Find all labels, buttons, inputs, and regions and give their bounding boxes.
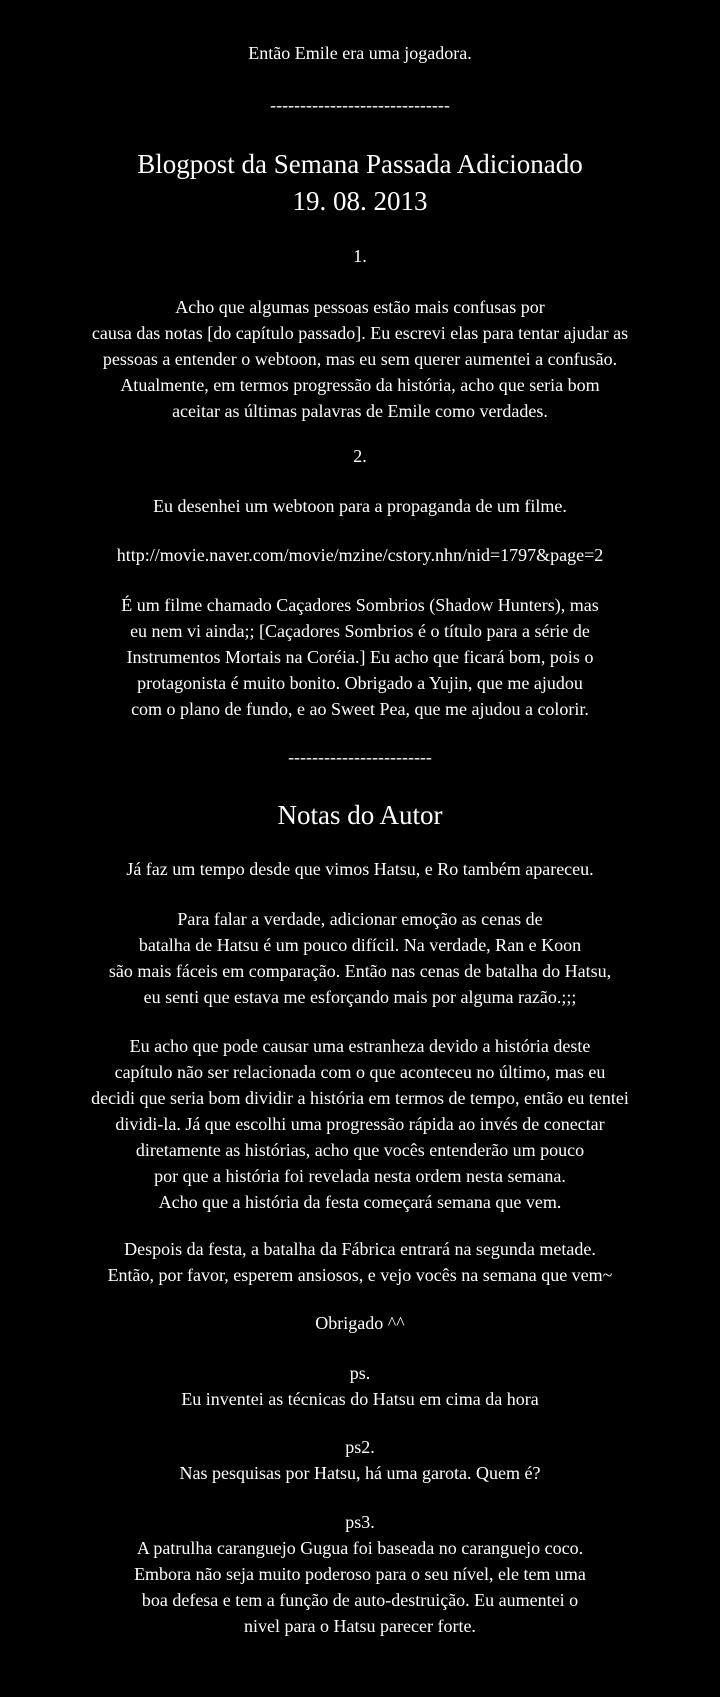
intro-line: Então Emile era uma jogadora. [248,43,472,63]
ps3-label: ps3. [345,1512,375,1532]
item1-line: Atualmente, em termos progressão da história, acho que seria bom [120,375,600,395]
item2-line: É um filme chamado Caçadores Sombrios (Shadow Hunters), mas [121,595,599,615]
notes-p3-line: Eu acho que pode causar uma estranheza devido a história deste [129,1036,591,1056]
divider-middle: ------------------------ [288,747,432,767]
notes-p4-line: Despois da festa, a batalha da Fábrica entrará na segunda metade. [124,1239,596,1259]
notes-p2-line: são mais fáceis em comparação. Então nas cenas de batalha do Hatsu, [108,961,612,981]
item2-line: Instrumentos Mortais na Coréia.] Eu acho que ficará bom, pois o [126,647,594,667]
ps3-line: nivel para o Hatsu parecer forte. [244,1616,476,1636]
ps3-line: Embora não seja muito poderoso para o seu nível, ele tem uma [134,1564,586,1584]
item2-line: com o plano de fundo, e ao Sweet Pea, que me ajudou a colorir. [131,699,589,719]
notes-p3-line: por que a história foi revelada nesta ordem nesta semana. [154,1166,566,1186]
ps2-label: ps2. [345,1437,375,1457]
item2-line: protagonista é muito bonito. Obrigado a Yujin, que me ajudou [137,673,583,693]
ps2-text: Nas pesquisas por Hatsu, há uma garota. Quem é? [179,1463,541,1483]
notes-p3-line: diretamente as histórias, acho que vocês entenderão um pouco [135,1140,585,1160]
ps3-line: boa defesa e tem a função de auto-destruição. Eu aumentei o [141,1590,579,1610]
item2-intro: Eu desenhei um webtoon para a propaganda de um filme. [153,496,567,516]
notes-p3-line: capítulo não ser relacionada com o que aconteceu no último, mas eu [114,1062,606,1082]
blog-title: Blogpost da Semana Passada Adicionado [137,149,583,179]
ps3-line: A patrulha caranguejo Gugua foi baseada no caranguejo coco. [136,1538,584,1558]
notes-p4-line: Então, por favor, esperem ansiosos, e vejo vocês na semana que vem~ [107,1265,613,1285]
blog-date: 19. 08. 2013 [292,186,428,216]
notes-p2-line: eu senti que estava me esforçando mais por alguma razão.;;; [143,987,577,1007]
item1-line: aceitar as últimas palavras de Emile como verdades. [172,401,548,421]
item2-line: eu nem vi ainda;; [Caçadores Sombrios é o título para a série de [130,621,590,641]
notes-title: Notas do Autor [277,800,443,830]
item1-line: pessoas a entender o webtoon, mas eu sem querer aumentei a confusão. [102,349,618,369]
ps1-label: ps. [349,1363,371,1383]
notes-p2-line: batalha de Hatsu é um pouco difícil. Na verdade, Ran e Koon [138,935,582,955]
item2-number: 2. [353,446,367,466]
thanks-line: Obrigado ^^ [315,1313,405,1333]
item1-line: Acho que algumas pessoas estão mais confusas por [175,297,545,317]
notes-p3-line: Acho que a história da festa começará semana que vem. [158,1192,562,1212]
notes-paragraph-1: Já faz um tempo desde que vimos Hatsu, e Ro também apareceu. [126,859,594,879]
ps1-text: Eu inventei as técnicas do Hatsu em cima da hora [181,1389,539,1409]
item1-line: causa das notas [do capítulo passado]. Eu escrevi elas para tentar ajudar as [91,323,629,343]
item1-number: 1. [353,246,367,266]
notes-p3-line: decidi que seria bom dividir a história em termos de tempo, então eu tentei [91,1088,629,1108]
divider-top: ------------------------------ [270,95,450,115]
notes-p3-line: dividi-la. Já que escolhi uma progressão rápida ao invés de conectar [115,1114,605,1134]
notes-p2-line: Para falar a verdade, adicionar emoção as cenas de [177,909,543,929]
movie-link[interactable]: http://movie.naver.com/movie/mzine/cstory.nhn/nid=1797&page=2 [116,545,604,565]
